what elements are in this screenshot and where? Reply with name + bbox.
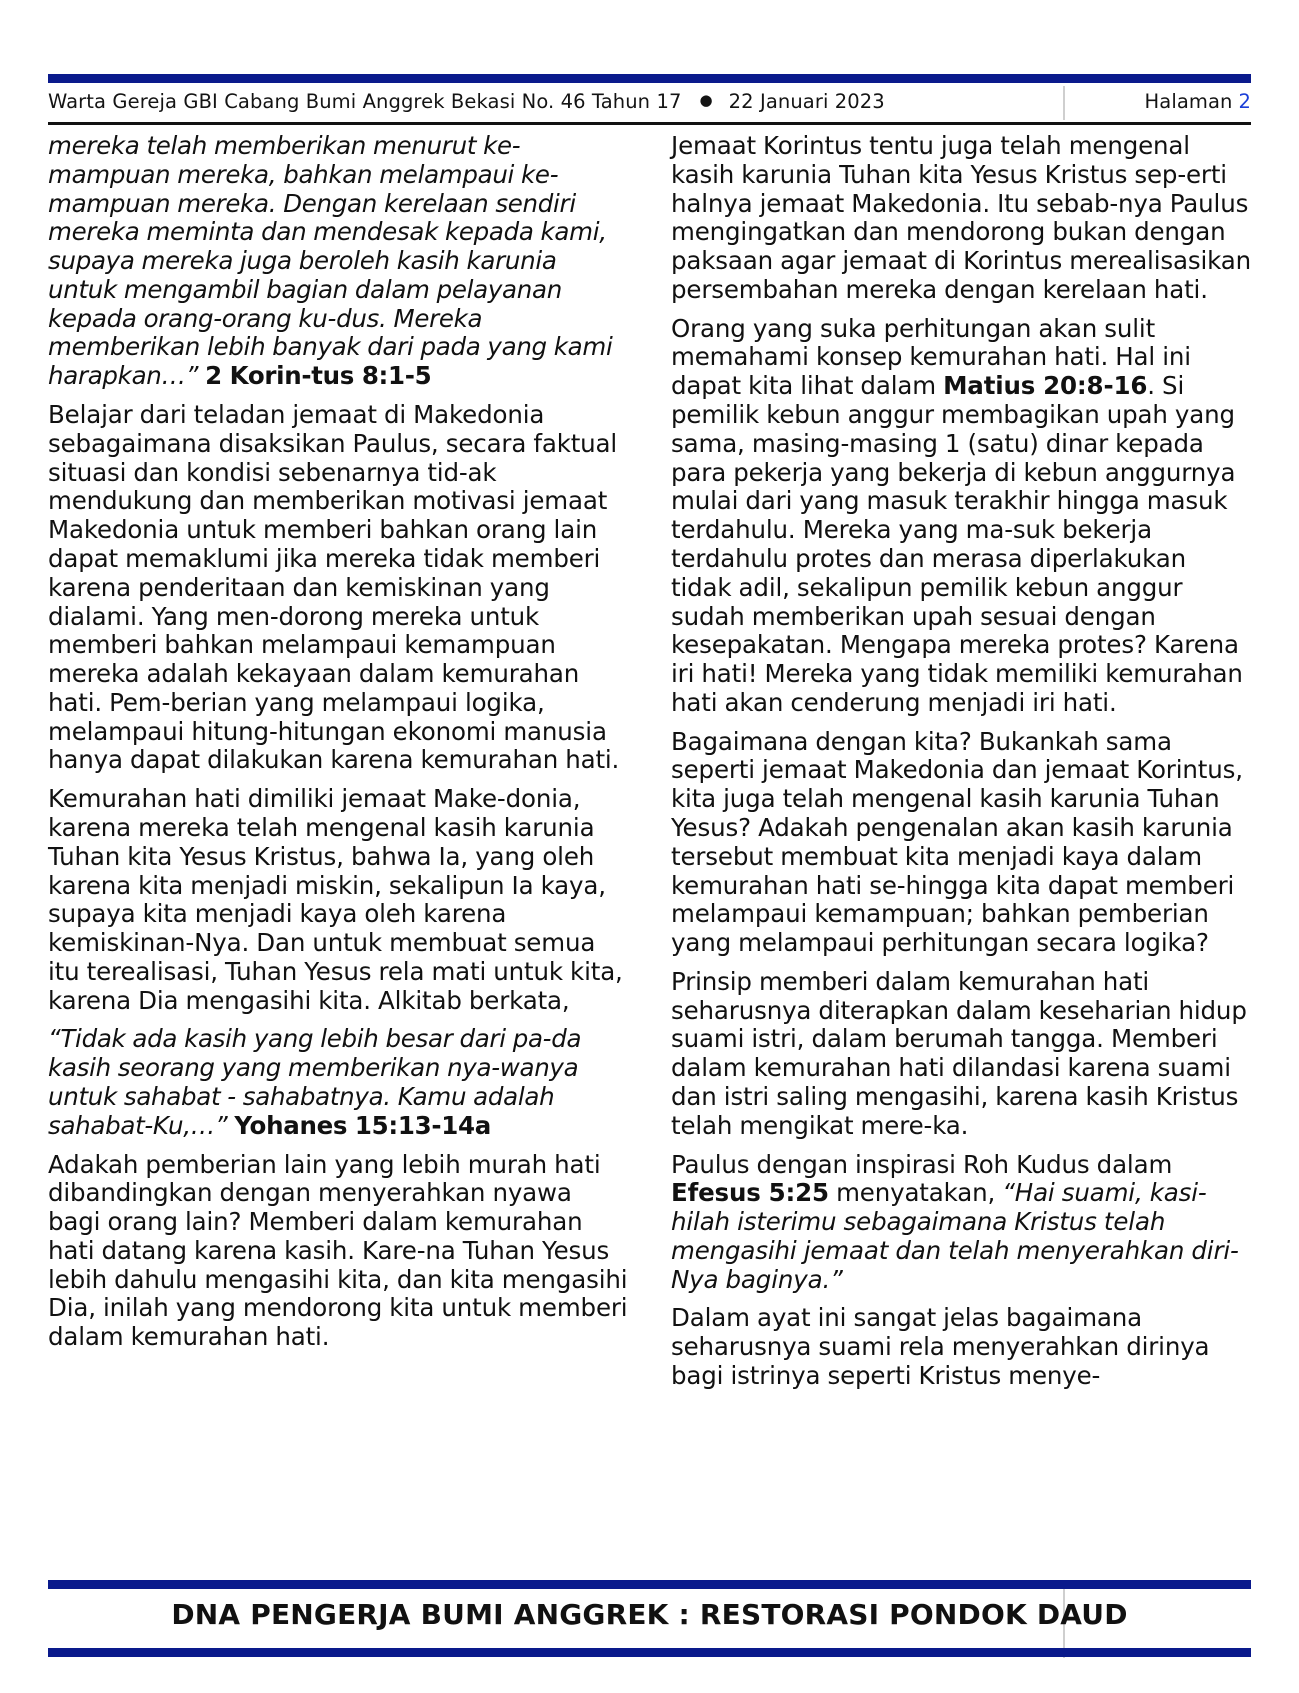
article-columns — [48, 132, 1251, 1572]
scripture-quote-efesus: “Hai suami, kasi-hilah isterimu sebagaimana Kristus telah mengasihi jemaat dan telah menyerahkan diri-Nya baginya.” — [671, 1178, 1239, 1294]
scripture-ref-yohanes: Yohanes 15:13-14a — [234, 1110, 491, 1140]
paragraph-text-lead: Orang yang suka perhitungan akan sulit memahami konsep kemurahan hati. Hal ini dapat kita lihat dalam — [671, 313, 1191, 401]
page-header — [48, 86, 1251, 116]
paragraph-pemberian-murah-hati: Adakah pemberian lain yang lebih murah hati dibandingkan dengan menyerahkan nyawa bagi orang lain? Memberi dalam kemurahan hati datang karena kasih. Kare-na Tuhan Yesus lebih dahulu mengasihi kita, dan kita mengasihi Dia, inilah yang mendorong kita untuk memberi dalam kemurahan hati. — [48, 1149, 628, 1352]
paragraph-kemurahan-hati: Kemurahan hati dimiliki jemaat Make-donia, karena mereka telah mengenal kasih karunia Tuhan kita Yesus Kristus, bahwa Ia, yang oleh karena kita menjadi miskin, sekalipun Ia kaya, supaya kita menjadi kaya oleh karena kemiskinan-Nya. Dan untuk membuat semua itu terealisasi, Tuhan Yesus rela mati untuk kita, karena Dia mengasihi kita. Alkitab berkata, — [48, 784, 623, 1015]
paragraph-efesus — [671, 1151, 1251, 1295]
header-divider — [48, 122, 1251, 125]
quote-text: mereka telah memberikan menurut ke-mampuan mereka, bahkan melampaui ke-mampuan mereka. Dengan kerelaan sendiri mereka meminta dan mendesak kepada kami, supaya mereka juga beroleh kasih karunia untuk mengambil bagian dalam pelayanan kepada orang-orang ku-dus. Mereka memberikan lebih banyak dari pada yang kami harapkan…” — [48, 131, 613, 391]
quote-text: “Tidak ada kasih yang lebih besar dari pa-da kasih seorang yang memberikan nya-wanya untuk sahabat - sahabatnya. Kamu adalah sahabat-Ku,…” — [48, 1024, 582, 1140]
issue-date: 22 Januari 2023 — [728, 89, 885, 113]
scripture-ref-matius: Matius 20:8-16 — [943, 371, 1148, 401]
paragraph-bagaimana-dengan-kita: Bagaimana dengan kita? Bukankah sama seperti jemaat Makedonia dan jemaat Korintus, kita juga telah mengenal kasih karunia Tuhan Yesus? Adakah pengenalan akan kasih karunia tersebut membuat kita menjadi kaya dalam kemurahan hati se-hingga kita dapat memberi melampaui kemampuan; bahkan pemberian yang melampaui perhitungan secara logika? — [671, 726, 1243, 958]
paragraph-quote-2kor — [48, 132, 628, 391]
scripture-ref-efesus: Efesus 5:25 — [671, 1178, 829, 1208]
paragraph-ayat-penjelasan: Dalam ayat ini sangat jelas bagaimana seharusnya suami rela menyerahkan dirinya bagi istrinya seperti Kristus menye- — [671, 1303, 1210, 1391]
footer-accent-rule — [48, 1648, 1251, 1657]
left-column — [48, 132, 628, 1362]
paragraph-matius — [671, 315, 1251, 718]
paragraph-prinsip-memberi: Prinsip memberi dalam kemurahan hati seharusnya diterapkan dalam keseharian hidup suami istri, dalam berumah tangga. Memberi dalam kemurahan hati dilandasi karena suami dan istri saling mengasihi, karena kasih Kristus telah mengikat mere-ka. — [671, 966, 1247, 1140]
paragraph-quote-yohanes — [48, 1025, 628, 1140]
footer-title: DNA PENGERJA BUMI ANGGREK : RESTORASI PONDOK DAUD — [171, 1598, 1128, 1631]
header-tick-mark — [1063, 86, 1065, 120]
scripture-ref-2korintus: 2 Korin-tus 8:1-5 — [205, 361, 432, 391]
paragraph-jemaat-korintus: Jemaat Korintus tentu juga telah mengenal kasih karunia Tuhan kita Yesus Kristus sep-erti halnya jemaat Makedonia. Itu sebab-nya Paulus mengingatkan dan mendorong bukan dengan paksaan agar jemaat di Korintus merealisasikan persembahan mereka dengan kerelaan hati. — [671, 131, 1251, 304]
paragraph-makedonia-teladan: Belajar dari teladan jemaat di Makedonia sebagaimana disaksikan Paulus, secara faktual situasi dan kondisi sebenarnya tid-ak mendukung dan memberikan motivasi jemaat Makedonia untuk memberi bahkan orang lain dapat memaklumi jika mereka tidak memberi karena penderitaan dan kemiskinan yang dialami. Yang men-dorong mereka untuk memberi bahkan melampaui kemampuan mereka adalah kekayaan dalam kemurahan hati. Pem-berian yang melampaui logika, melampaui hitung-hitungan ekonomi manusia hanya dapat dilakukan karena kemurahan hati. — [48, 400, 620, 775]
top-accent-rule — [48, 74, 1251, 83]
paragraph-text-tail: . Si pemilik kebun anggur membagikan upah yang sama, masing-masing 1 (satu) dinar kepada para pekerja yang bekerja di kebun anggurnya mulai dari yang masuk terakhir hingga masuk terdahulu. Mereka yang ma-suk bekerja terdahulu protes dan merasa diperlakukan tidak adil, sekalipun pemilik kebun anggur sudah memberikan upah sesuai dengan kesepakatan. Mengapa mereka protes? Karena iri hati! Mereka yang tidak memiliki kemurahan hati akan cenderung menjadi iri hati. — [671, 371, 1243, 717]
masthead-text: Warta Gereja GBI Cabang Bumi Anggrek Bekasi No. 46 Tahun 17 — [48, 89, 682, 113]
page-number: 2 — [1238, 89, 1251, 113]
bullet-separator-icon: ● — [699, 90, 713, 109]
paragraph-text-mid: menyatakan, — [828, 1178, 1003, 1208]
bottom-accent-rule — [48, 1580, 1251, 1589]
paragraph-text-lead: Paulus dengan inspirasi Roh Kudus dalam — [671, 1149, 1173, 1179]
page-label: Halaman — [1144, 89, 1233, 113]
right-column — [671, 132, 1251, 1401]
